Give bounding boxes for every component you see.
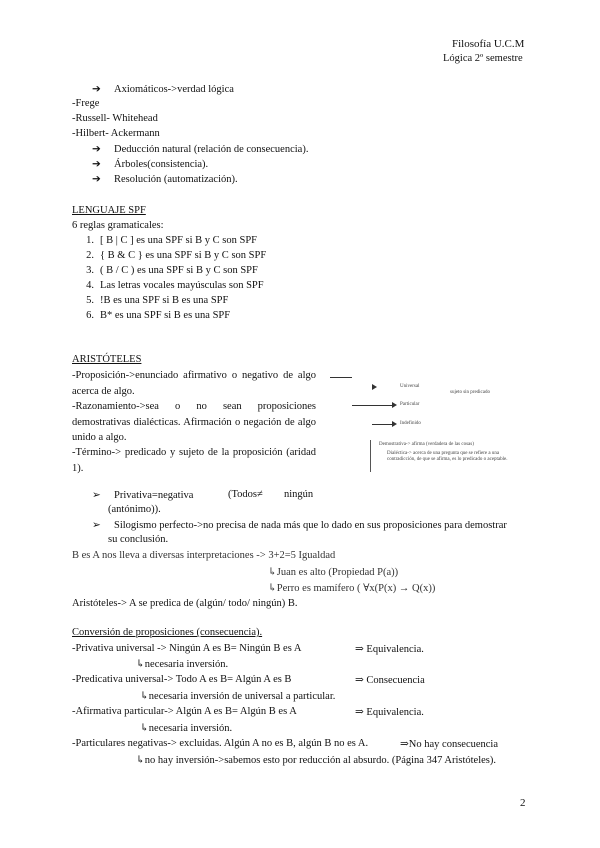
page-number: 2 bbox=[520, 797, 526, 809]
bullet-privativa-cont: (antónimo)). bbox=[108, 504, 161, 515]
arrow-right-icon: ➔ bbox=[92, 174, 101, 185]
conversion-row-right: ⇒ Equivalencia. bbox=[355, 707, 424, 718]
line-predica: Aristóteles-> A se predica de (algún/ todo/ ningún) B. bbox=[72, 598, 298, 609]
conversion-row-right: ⇒ Consecuencia bbox=[355, 675, 425, 686]
conversion-row-right: ⇒ Equivalencia. bbox=[355, 644, 424, 655]
conversion-row-left: -Afirmativa particular-> Algún A es B= Algún B es A bbox=[72, 706, 297, 717]
rule-item: 2. { B & C } es una SPF si B y C son SPF bbox=[86, 250, 267, 261]
rule-item: 5. !B es una SPF si B es una SPF bbox=[86, 295, 229, 306]
header-semester: Lógica 2º semestre bbox=[443, 53, 523, 64]
arrow-head-icon bbox=[392, 402, 397, 408]
arrow-right-icon: ➔ bbox=[92, 144, 101, 155]
intro-item-hilbert: -Hilbert- Ackermann bbox=[72, 128, 160, 139]
arrowhead-bullet-icon: ➢ bbox=[92, 490, 101, 501]
aristoteles-proposicion: -Proposición->enunciado afirmativo o negativo de algo acerca de algo. bbox=[72, 370, 316, 397]
aristoteles-termino: -Término-> predicado y sujeto de la proposición (aridad 1). bbox=[72, 447, 316, 474]
arrowhead-bullet-icon: ➢ bbox=[92, 520, 101, 531]
intro-arrow-item: ➔ Árboles(consistencia). bbox=[92, 159, 209, 170]
rule-item: 1. [ B | C ] es una SPF si B y C son SPF bbox=[86, 235, 258, 246]
arrow-head-icon bbox=[372, 384, 377, 390]
conversion-row-left: -Privativa universal -> Ningún A es B= Ningún B es A bbox=[72, 643, 302, 654]
bullet-privativa: ➢ Privativa=negativa bbox=[92, 490, 194, 501]
intro-item-russell: -Russell- Whitehead bbox=[72, 113, 158, 124]
conversion-row-sub: ↳necesaria inversión. bbox=[140, 723, 233, 734]
section-heading-lenguaje: LENGUAJE SPF bbox=[72, 205, 146, 216]
bullet-silogismo: ➢ Silogismo perfecto->no precisa de nada más que lo dado en sus proposiciones para demostrar bbox=[92, 520, 507, 531]
section-heading-aristoteles: ARISTÓTELES bbox=[72, 354, 142, 365]
arrow-head-icon bbox=[392, 421, 397, 427]
conversion-row-sub: ↳necesaria inversión. bbox=[136, 659, 229, 670]
rule-item: 3. ( B / C ) es una SPF si B y C son SPF bbox=[86, 265, 258, 276]
aristoteles-razonamiento: -Razonamiento->sea o no sean proposiciones demostrativas dialécticas. Afirmación o negación de algo unido a algo. bbox=[72, 401, 316, 443]
diagram-box-line1: Demostrativa-> afirma (verdadera de las cosas) bbox=[379, 442, 474, 447]
intro-arrow-item: ➔ Resolución (automatización). bbox=[92, 174, 238, 185]
bullet-silogismo-cont: su conclusión. bbox=[108, 534, 169, 545]
rule-item: 4. Las letras vocales mayúsculas son SPF bbox=[86, 280, 264, 291]
rule-item: 6. B* es una SPF si B es una SPF bbox=[86, 310, 231, 321]
diagram-line bbox=[330, 377, 352, 378]
diagram-line bbox=[372, 424, 392, 425]
conversion-row-sub: ↳no hay inversión->sabemos esto por reducción al absurdo. (Página 347 Aristóteles). bbox=[136, 755, 496, 766]
diagram-label-indefinido: Indefinido bbox=[400, 421, 421, 426]
bullet-privativa-middle: (Todos≠ bbox=[228, 489, 263, 500]
bullet-privativa-right: ningún bbox=[284, 489, 314, 500]
intro-item-frege: -Frege bbox=[72, 98, 100, 109]
arrow-right-icon: ➔ bbox=[92, 84, 101, 95]
arrow-right-icon: ➔ bbox=[92, 159, 101, 170]
lenguaje-subheading: 6 reglas gramaticales: bbox=[72, 220, 164, 231]
line-b-es-a: B es A nos lleva a diversas interpretaciones -> 3+2=5 Igualdad bbox=[72, 550, 336, 561]
intro-arrow-item: ➔ Deducción natural (relación de consecuencia). bbox=[92, 144, 309, 155]
diagram-label-particular: Particular bbox=[400, 402, 420, 407]
conversion-row-left: -Predicativa universal-> Todo A es B= Algún A es B bbox=[72, 674, 292, 685]
header-course: Filosofía U.C.M bbox=[452, 38, 525, 50]
section-heading-conversion: Conversión de proposiciones (consecuencia). bbox=[72, 627, 263, 638]
intro-arrow-item: ➔ Axiomáticos->verdad lógica bbox=[92, 84, 234, 95]
line-perro: ↳Perro es mamífero ( ∀x(P(x) → Q(x)) bbox=[268, 583, 436, 594]
line-juan: ↳Juan es alto (Propiedad P(a)) bbox=[268, 567, 399, 578]
diagram-box-line2: Dialéctica-> acerca de una pregunta que se refiere a una contradicción, de que se afirma, es lo predicado o aceptable. bbox=[387, 451, 508, 462]
diagram-line bbox=[352, 405, 392, 406]
conversion-row-right: ⇒No hay consecuencia bbox=[400, 739, 499, 750]
diagram-box bbox=[370, 440, 521, 472]
diagram-label-universal: Universal bbox=[400, 384, 420, 389]
diagram-label-sujeto: sujeto sin predicado bbox=[450, 390, 490, 395]
conversion-row-sub: ↳necesaria inversión de universal a particular. bbox=[140, 691, 336, 702]
conversion-row-left: -Particulares negativas-> excluidas. Algún A no es B, algún B no es A. bbox=[72, 738, 369, 749]
